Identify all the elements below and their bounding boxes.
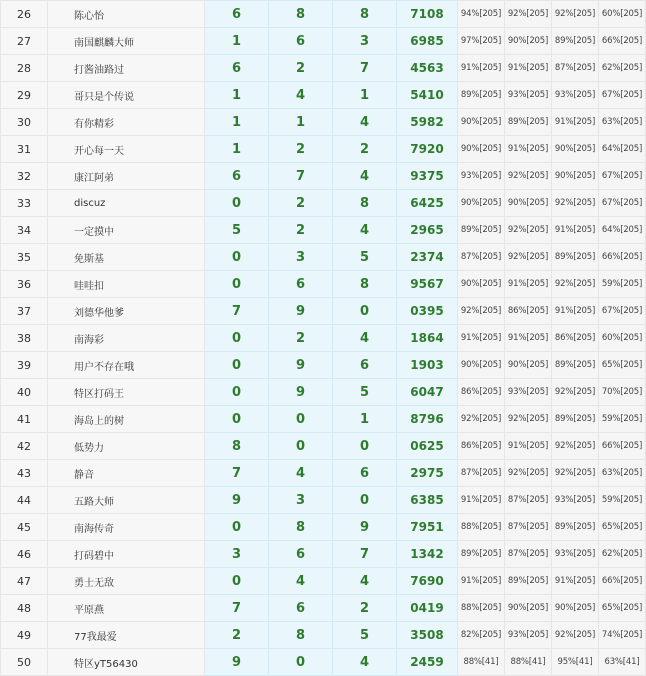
username-cell: 南国麒麟大师 bbox=[48, 28, 205, 55]
rate-1-cell: 89%[205] bbox=[458, 541, 505, 568]
rate-4-cell: 64%[205] bbox=[599, 217, 646, 244]
rate-3-cell: 91%[205] bbox=[552, 568, 599, 595]
digit-2-cell: 2 bbox=[269, 55, 333, 82]
digit-1-cell: 9 bbox=[205, 649, 269, 676]
rate-4-cell: 66%[205] bbox=[599, 28, 646, 55]
rate-4-cell: 65%[205] bbox=[599, 352, 646, 379]
rate-1-cell: 91%[205] bbox=[458, 568, 505, 595]
username-cell: 勇士无敌 bbox=[48, 568, 205, 595]
rank-cell: 32 bbox=[1, 163, 48, 190]
rate-4-cell: 62%[205] bbox=[599, 55, 646, 82]
rate-2-cell: 90%[205] bbox=[505, 28, 552, 55]
digit-1-cell: 0 bbox=[205, 406, 269, 433]
table-row bbox=[1, 514, 646, 541]
number-cell: 5410 bbox=[397, 82, 458, 109]
digit-3-cell: 6 bbox=[333, 460, 397, 487]
number-cell: 2975 bbox=[397, 460, 458, 487]
table-row bbox=[1, 568, 646, 595]
digit-2-cell: 0 bbox=[269, 649, 333, 676]
number-cell: 0395 bbox=[397, 298, 458, 325]
digit-3-cell: 7 bbox=[333, 55, 397, 82]
digit-3-cell: 4 bbox=[333, 325, 397, 352]
rate-3-cell: 93%[205] bbox=[552, 541, 599, 568]
digit-1-cell: 6 bbox=[205, 55, 269, 82]
digit-2-cell: 2 bbox=[269, 136, 333, 163]
rate-1-cell: 88%[41] bbox=[458, 649, 505, 676]
digit-3-cell: 5 bbox=[333, 244, 397, 271]
username-cell: 平原燕 bbox=[48, 595, 205, 622]
number-cell: 3508 bbox=[397, 622, 458, 649]
digit-1-cell: 3 bbox=[205, 541, 269, 568]
rate-2-cell: 92%[205] bbox=[505, 217, 552, 244]
rate-1-cell: 97%[205] bbox=[458, 28, 505, 55]
rate-2-cell: 92%[205] bbox=[505, 244, 552, 271]
rank-cell: 42 bbox=[1, 433, 48, 460]
number-cell: 1903 bbox=[397, 352, 458, 379]
number-cell: 7951 bbox=[397, 514, 458, 541]
number-cell: 7108 bbox=[397, 1, 458, 28]
rate-1-cell: 87%[205] bbox=[458, 244, 505, 271]
digit-2-cell: 6 bbox=[269, 595, 333, 622]
rank-cell: 39 bbox=[1, 352, 48, 379]
digit-2-cell: 0 bbox=[269, 433, 333, 460]
rate-1-cell: 93%[205] bbox=[458, 163, 505, 190]
rate-2-cell: 93%[205] bbox=[505, 622, 552, 649]
rate-3-cell: 92%[205] bbox=[552, 622, 599, 649]
username-cell: 77我最爱 bbox=[48, 622, 205, 649]
digit-2-cell: 6 bbox=[269, 28, 333, 55]
rate-2-cell: 90%[205] bbox=[505, 595, 552, 622]
digit-2-cell: 8 bbox=[269, 622, 333, 649]
table-row bbox=[1, 622, 646, 649]
rate-1-cell: 90%[205] bbox=[458, 352, 505, 379]
rate-3-cell: 92%[205] bbox=[552, 271, 599, 298]
digit-3-cell: 6 bbox=[333, 352, 397, 379]
digit-2-cell: 1 bbox=[269, 109, 333, 136]
rate-3-cell: 90%[205] bbox=[552, 163, 599, 190]
rate-2-cell: 91%[205] bbox=[505, 271, 552, 298]
digit-2-cell: 8 bbox=[269, 1, 333, 28]
rate-1-cell: 90%[205] bbox=[458, 109, 505, 136]
number-cell: 0419 bbox=[397, 595, 458, 622]
rank-cell: 47 bbox=[1, 568, 48, 595]
rate-2-cell: 89%[205] bbox=[505, 568, 552, 595]
username-cell: 特区打码王 bbox=[48, 379, 205, 406]
digit-3-cell: 4 bbox=[333, 163, 397, 190]
rank-cell: 48 bbox=[1, 595, 48, 622]
digit-1-cell: 9 bbox=[205, 487, 269, 514]
digit-2-cell: 3 bbox=[269, 244, 333, 271]
digit-1-cell: 6 bbox=[205, 1, 269, 28]
number-cell: 1864 bbox=[397, 325, 458, 352]
rate-2-cell: 92%[205] bbox=[505, 406, 552, 433]
digit-1-cell: 5 bbox=[205, 217, 269, 244]
rate-3-cell: 86%[205] bbox=[552, 325, 599, 352]
rate-2-cell: 88%[41] bbox=[505, 649, 552, 676]
digit-1-cell: 0 bbox=[205, 190, 269, 217]
table-row bbox=[1, 55, 646, 82]
digit-2-cell: 9 bbox=[269, 379, 333, 406]
rate-4-cell: 63%[205] bbox=[599, 109, 646, 136]
table-row bbox=[1, 82, 646, 109]
username-cell: 南海彩 bbox=[48, 325, 205, 352]
digit-1-cell: 1 bbox=[205, 28, 269, 55]
rate-1-cell: 82%[205] bbox=[458, 622, 505, 649]
rate-2-cell: 91%[205] bbox=[505, 433, 552, 460]
username-cell: 低势力 bbox=[48, 433, 205, 460]
rate-3-cell: 92%[205] bbox=[552, 1, 599, 28]
rate-4-cell: 66%[205] bbox=[599, 433, 646, 460]
digit-2-cell: 4 bbox=[269, 82, 333, 109]
rate-4-cell: 67%[205] bbox=[599, 82, 646, 109]
rank-cell: 35 bbox=[1, 244, 48, 271]
digit-2-cell: 2 bbox=[269, 217, 333, 244]
username-cell: 静音 bbox=[48, 460, 205, 487]
rank-cell: 37 bbox=[1, 298, 48, 325]
rate-1-cell: 86%[205] bbox=[458, 379, 505, 406]
digit-3-cell: 0 bbox=[333, 298, 397, 325]
rate-1-cell: 89%[205] bbox=[458, 82, 505, 109]
rate-2-cell: 90%[205] bbox=[505, 352, 552, 379]
rank-cell: 41 bbox=[1, 406, 48, 433]
rate-1-cell: 89%[205] bbox=[458, 217, 505, 244]
username-cell: 用户不存在哦 bbox=[48, 352, 205, 379]
rate-3-cell: 91%[205] bbox=[552, 109, 599, 136]
number-cell: 9567 bbox=[397, 271, 458, 298]
digit-2-cell: 4 bbox=[269, 460, 333, 487]
rate-2-cell: 90%[205] bbox=[505, 190, 552, 217]
rate-1-cell: 94%[205] bbox=[458, 1, 505, 28]
username-cell: 刘德华他爹 bbox=[48, 298, 205, 325]
table-row bbox=[1, 595, 646, 622]
table-row bbox=[1, 460, 646, 487]
digit-1-cell: 7 bbox=[205, 298, 269, 325]
rate-3-cell: 89%[205] bbox=[552, 406, 599, 433]
rate-2-cell: 93%[205] bbox=[505, 379, 552, 406]
rate-4-cell: 65%[205] bbox=[599, 595, 646, 622]
number-cell: 1342 bbox=[397, 541, 458, 568]
username-cell: 有你精彩 bbox=[48, 109, 205, 136]
digit-3-cell: 2 bbox=[333, 136, 397, 163]
digit-1-cell: 7 bbox=[205, 595, 269, 622]
rate-4-cell: 60%[205] bbox=[599, 325, 646, 352]
digit-1-cell: 0 bbox=[205, 352, 269, 379]
number-cell: 4563 bbox=[397, 55, 458, 82]
rank-cell: 27 bbox=[1, 28, 48, 55]
digit-3-cell: 5 bbox=[333, 622, 397, 649]
digit-1-cell: 1 bbox=[205, 82, 269, 109]
rate-2-cell: 92%[205] bbox=[505, 1, 552, 28]
digit-3-cell: 7 bbox=[333, 541, 397, 568]
rate-4-cell: 67%[205] bbox=[599, 190, 646, 217]
digit-2-cell: 2 bbox=[269, 190, 333, 217]
rate-1-cell: 90%[205] bbox=[458, 271, 505, 298]
rate-4-cell: 63%[41] bbox=[599, 649, 646, 676]
rate-4-cell: 65%[205] bbox=[599, 514, 646, 541]
rate-4-cell: 74%[205] bbox=[599, 622, 646, 649]
rate-4-cell: 66%[205] bbox=[599, 568, 646, 595]
username-cell: 哥只是个传说 bbox=[48, 82, 205, 109]
rank-cell: 36 bbox=[1, 271, 48, 298]
digit-1-cell: 0 bbox=[205, 244, 269, 271]
rate-3-cell: 93%[205] bbox=[552, 487, 599, 514]
rate-2-cell: 92%[205] bbox=[505, 163, 552, 190]
digit-2-cell: 3 bbox=[269, 487, 333, 514]
digit-3-cell: 9 bbox=[333, 514, 397, 541]
rate-4-cell: 59%[205] bbox=[599, 271, 646, 298]
digit-2-cell: 9 bbox=[269, 298, 333, 325]
rate-1-cell: 86%[205] bbox=[458, 433, 505, 460]
table-row bbox=[1, 109, 646, 136]
username-cell: 五路大师 bbox=[48, 487, 205, 514]
number-cell: 6425 bbox=[397, 190, 458, 217]
rate-2-cell: 93%[205] bbox=[505, 82, 552, 109]
rate-4-cell: 67%[205] bbox=[599, 163, 646, 190]
rate-3-cell: 91%[205] bbox=[552, 298, 599, 325]
rate-3-cell: 92%[205] bbox=[552, 379, 599, 406]
digit-3-cell: 1 bbox=[333, 406, 397, 433]
digit-2-cell: 8 bbox=[269, 514, 333, 541]
table-row bbox=[1, 271, 646, 298]
rate-4-cell: 60%[205] bbox=[599, 1, 646, 28]
digit-3-cell: 8 bbox=[333, 190, 397, 217]
digit-2-cell: 2 bbox=[269, 325, 333, 352]
digit-3-cell: 5 bbox=[333, 379, 397, 406]
username-cell: 免斯基 bbox=[48, 244, 205, 271]
rank-cell: 40 bbox=[1, 379, 48, 406]
digit-3-cell: 0 bbox=[333, 487, 397, 514]
digit-1-cell: 8 bbox=[205, 433, 269, 460]
rate-3-cell: 90%[205] bbox=[552, 136, 599, 163]
table-row bbox=[1, 163, 646, 190]
username-cell: 康江阿弟 bbox=[48, 163, 205, 190]
table-row bbox=[1, 433, 646, 460]
rate-3-cell: 89%[205] bbox=[552, 28, 599, 55]
table-row bbox=[1, 28, 646, 55]
digit-3-cell: 4 bbox=[333, 568, 397, 595]
rank-cell: 45 bbox=[1, 514, 48, 541]
username-cell: 开心每一天 bbox=[48, 136, 205, 163]
rate-2-cell: 86%[205] bbox=[505, 298, 552, 325]
username-cell: 打码碧中 bbox=[48, 541, 205, 568]
rate-4-cell: 62%[205] bbox=[599, 541, 646, 568]
rank-cell: 26 bbox=[1, 1, 48, 28]
username-cell: 海岛上的树 bbox=[48, 406, 205, 433]
username-cell: 南海传奇 bbox=[48, 514, 205, 541]
username-cell: 陈心怡 bbox=[48, 1, 205, 28]
table-row bbox=[1, 136, 646, 163]
digit-3-cell: 8 bbox=[333, 271, 397, 298]
rate-1-cell: 90%[205] bbox=[458, 190, 505, 217]
number-cell: 6047 bbox=[397, 379, 458, 406]
rate-3-cell: 92%[205] bbox=[552, 433, 599, 460]
rate-3-cell: 87%[205] bbox=[552, 55, 599, 82]
digit-1-cell: 6 bbox=[205, 163, 269, 190]
number-cell: 7690 bbox=[397, 568, 458, 595]
rate-1-cell: 88%[205] bbox=[458, 595, 505, 622]
number-cell: 2374 bbox=[397, 244, 458, 271]
digit-1-cell: 0 bbox=[205, 568, 269, 595]
rate-4-cell: 64%[205] bbox=[599, 136, 646, 163]
rate-4-cell: 67%[205] bbox=[599, 298, 646, 325]
table-row bbox=[1, 244, 646, 271]
rate-2-cell: 91%[205] bbox=[505, 55, 552, 82]
rank-cell: 43 bbox=[1, 460, 48, 487]
number-cell: 8796 bbox=[397, 406, 458, 433]
rank-cell: 29 bbox=[1, 82, 48, 109]
rate-2-cell: 87%[205] bbox=[505, 514, 552, 541]
rate-3-cell: 89%[205] bbox=[552, 514, 599, 541]
rank-cell: 33 bbox=[1, 190, 48, 217]
rate-1-cell: 90%[205] bbox=[458, 136, 505, 163]
rate-2-cell: 87%[205] bbox=[505, 487, 552, 514]
table-row bbox=[1, 298, 646, 325]
table-row bbox=[1, 1, 646, 28]
rank-cell: 28 bbox=[1, 55, 48, 82]
rate-1-cell: 87%[205] bbox=[458, 460, 505, 487]
digit-3-cell: 4 bbox=[333, 649, 397, 676]
username-cell: 哇哇扣 bbox=[48, 271, 205, 298]
number-cell: 6985 bbox=[397, 28, 458, 55]
rate-1-cell: 92%[205] bbox=[458, 298, 505, 325]
rate-3-cell: 91%[205] bbox=[552, 217, 599, 244]
username-cell: 特区yT56430 bbox=[48, 649, 205, 676]
digit-2-cell: 6 bbox=[269, 541, 333, 568]
rank-cell: 30 bbox=[1, 109, 48, 136]
rate-2-cell: 91%[205] bbox=[505, 325, 552, 352]
digit-1-cell: 0 bbox=[205, 514, 269, 541]
table-row bbox=[1, 217, 646, 244]
rate-1-cell: 92%[205] bbox=[458, 406, 505, 433]
number-cell: 2459 bbox=[397, 649, 458, 676]
digit-1-cell: 1 bbox=[205, 109, 269, 136]
number-cell: 0625 bbox=[397, 433, 458, 460]
rate-3-cell: 89%[205] bbox=[552, 352, 599, 379]
table-row bbox=[1, 325, 646, 352]
digit-3-cell: 3 bbox=[333, 28, 397, 55]
digit-2-cell: 6 bbox=[269, 271, 333, 298]
number-cell: 6385 bbox=[397, 487, 458, 514]
digit-3-cell: 4 bbox=[333, 109, 397, 136]
rate-1-cell: 91%[205] bbox=[458, 55, 505, 82]
rank-cell: 44 bbox=[1, 487, 48, 514]
rate-1-cell: 88%[205] bbox=[458, 514, 505, 541]
digit-3-cell: 1 bbox=[333, 82, 397, 109]
digit-1-cell: 1 bbox=[205, 136, 269, 163]
rate-4-cell: 66%[205] bbox=[599, 244, 646, 271]
rate-2-cell: 89%[205] bbox=[505, 109, 552, 136]
rate-3-cell: 89%[205] bbox=[552, 244, 599, 271]
table-row bbox=[1, 406, 646, 433]
username-cell: 一定摸中 bbox=[48, 217, 205, 244]
rate-2-cell: 87%[205] bbox=[505, 541, 552, 568]
digit-3-cell: 4 bbox=[333, 217, 397, 244]
table-row bbox=[1, 379, 646, 406]
username-cell: 打酱油路过 bbox=[48, 55, 205, 82]
number-cell: 5982 bbox=[397, 109, 458, 136]
rate-3-cell: 92%[205] bbox=[552, 190, 599, 217]
digit-1-cell: 7 bbox=[205, 460, 269, 487]
rate-2-cell: 91%[205] bbox=[505, 136, 552, 163]
rate-3-cell: 92%[205] bbox=[552, 460, 599, 487]
rate-3-cell: 93%[205] bbox=[552, 82, 599, 109]
rate-4-cell: 59%[205] bbox=[599, 487, 646, 514]
table-row bbox=[1, 649, 646, 676]
digit-1-cell: 2 bbox=[205, 622, 269, 649]
rate-1-cell: 91%[205] bbox=[458, 325, 505, 352]
rank-cell: 46 bbox=[1, 541, 48, 568]
digit-3-cell: 0 bbox=[333, 433, 397, 460]
number-cell: 2965 bbox=[397, 217, 458, 244]
number-cell: 9375 bbox=[397, 163, 458, 190]
digit-2-cell: 7 bbox=[269, 163, 333, 190]
table-row bbox=[1, 541, 646, 568]
digit-1-cell: 0 bbox=[205, 325, 269, 352]
digit-2-cell: 9 bbox=[269, 352, 333, 379]
rank-cell: 34 bbox=[1, 217, 48, 244]
digit-3-cell: 2 bbox=[333, 595, 397, 622]
rank-cell: 38 bbox=[1, 325, 48, 352]
rate-3-cell: 90%[205] bbox=[552, 595, 599, 622]
ranking-table-body bbox=[1, 1, 646, 676]
rate-2-cell: 92%[205] bbox=[505, 460, 552, 487]
number-cell: 7920 bbox=[397, 136, 458, 163]
table-row bbox=[1, 190, 646, 217]
digit-3-cell: 8 bbox=[333, 1, 397, 28]
rate-4-cell: 70%[205] bbox=[599, 379, 646, 406]
table-row bbox=[1, 487, 646, 514]
rate-1-cell: 91%[205] bbox=[458, 487, 505, 514]
digit-2-cell: 4 bbox=[269, 568, 333, 595]
rate-4-cell: 63%[205] bbox=[599, 460, 646, 487]
digit-1-cell: 0 bbox=[205, 379, 269, 406]
rank-cell: 31 bbox=[1, 136, 48, 163]
rate-3-cell: 95%[41] bbox=[552, 649, 599, 676]
rate-4-cell: 59%[205] bbox=[599, 406, 646, 433]
rank-cell: 50 bbox=[1, 649, 48, 676]
username-cell: discuz bbox=[48, 190, 205, 217]
table-row bbox=[1, 352, 646, 379]
rank-cell: 49 bbox=[1, 622, 48, 649]
digit-2-cell: 0 bbox=[269, 406, 333, 433]
digit-1-cell: 0 bbox=[205, 271, 269, 298]
